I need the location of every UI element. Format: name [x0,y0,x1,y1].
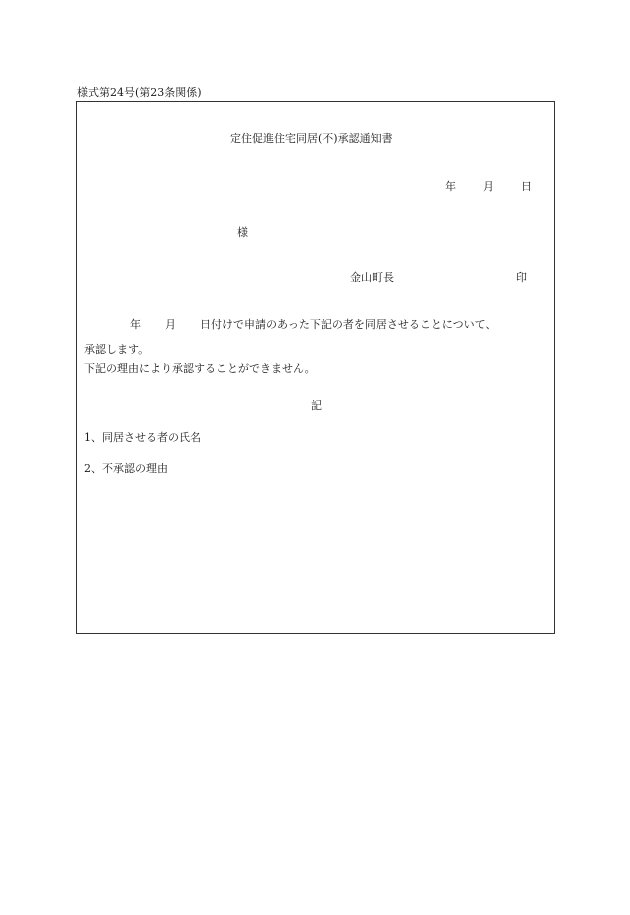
body-date-line [130,318,496,332]
date-year-label: 年 [445,180,456,193]
item-rejection-reason: 2、不承認の理由 [84,462,168,475]
reject-line: 下記の理由により承認することができません。 [84,362,316,375]
date-line [445,180,532,194]
issuer-name: 金山町長 [350,271,394,284]
ki-heading: 記 [311,399,322,412]
addressee-suffix: 様 [237,226,248,239]
item-cohabitant-name: 1、同居させる者の氏名 [84,431,201,444]
document-title: 定住促進住宅同居(不)承認通知書 [230,132,393,145]
approve-line: 承認します。 [84,343,150,356]
date-day-label: 日 [521,180,532,193]
date-month-label: 月 [483,180,494,193]
body-date-text: 日付けで申請のあった下記の者を同居させることについて、 [200,318,497,331]
form-number: 様式第24号(第23条関係) [77,86,202,99]
body-month-label: 月 [165,318,176,331]
seal-mark: 印 [516,271,527,284]
body-year-label: 年 [130,318,141,331]
notice-form-frame [76,101,555,634]
